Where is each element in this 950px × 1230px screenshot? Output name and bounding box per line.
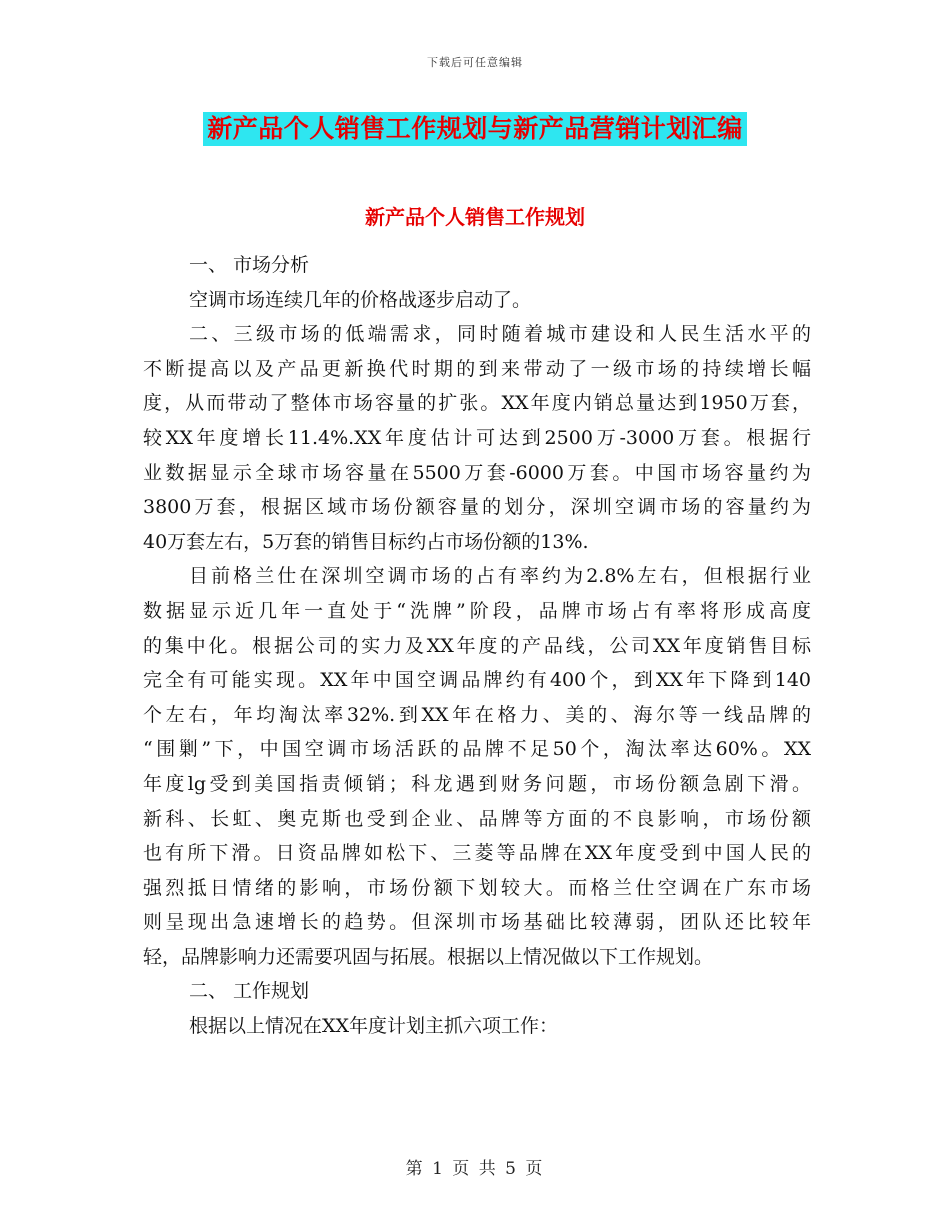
body-line: 目前格兰仕在深圳空调市场的占有率约为2.8%左右，但根据行业: [189, 565, 811, 588]
body-line: 轻，品牌影响力还需要巩固与拓展。根据以上情况做以下工作规划。: [143, 945, 714, 968]
body-line: 二、三级市场的低端需求，同时随着城市建设和人民生活水平的: [189, 323, 811, 346]
body-line: 则呈现出急速增长的趋势。但深圳市场基础比较薄弱，团队还比较年: [143, 911, 811, 934]
main-title-container: [0, 112, 950, 146]
header-note: 下载后可任意编辑: [427, 56, 523, 69]
body-line: 根据以上情况在XX年度计划主抓六项工作：: [189, 1015, 559, 1038]
body-line: 不断提高以及产品更新换代时期的到来带动了一级市场的持续增长幅: [143, 357, 811, 380]
body-line: 空调市场连续几年的价格战逐步启动了。: [189, 288, 532, 311]
body-line: 度，从而带动了整体市场容量的扩张。XX年度内销总量达到1950万套，: [143, 392, 811, 415]
body-line: 3800万套，根据区域市场份额容量的划分，深圳空调市场的容量约为: [143, 496, 811, 519]
body-line: 40万套左右，5万套的销售目标约占市场份额的13%.: [143, 530, 589, 553]
body-line: 较XX年度增长11.4%.XX年度估计可达到2500万-3000万套。根据行: [143, 426, 811, 449]
body-line: 数据显示近几年一直处于“洗牌”阶段，品牌市场占有率将形成高度: [143, 599, 811, 622]
body-line: 年度lg受到美国指责倾销；科龙遇到财务问题，市场份额急剧下滑。: [143, 772, 811, 795]
section-title: 新产品个人销售工作规划: [365, 205, 585, 229]
body-line: 个左右，年均淘汰率32%.到XX年在格力、美的、海尔等一线品牌的: [143, 703, 811, 726]
body-line: 的集中化。根据公司的实力及XX年度的产品线，公司XX年度销售目标: [143, 634, 811, 657]
body-line: 一、 市场分析: [189, 254, 310, 276]
main-title: 新产品个人销售工作规划与新产品营销计划汇编: [203, 112, 747, 146]
body-line: 新科、长虹、奥克斯也受到企业、品牌等方面的不良影响，市场份额: [143, 807, 811, 830]
body-line: 二、 工作规划: [189, 980, 310, 1003]
body-text: [143, 248, 811, 1044]
body-line: 也有所下滑。日资品牌如松下、三菱等品牌在XX年度受到中国人民的: [143, 842, 811, 865]
body-line: “围剿”下，中国空调市场活跃的品牌不足50个，淘汰率达60%。XX: [143, 738, 811, 761]
body-line: 业数据显示全球市场容量在5500万套-6000万套。中国市场容量约为: [143, 461, 811, 484]
body-line: 强烈抵日情绪的影响，市场份额下划较大。而格兰仕空调在广东市场: [143, 876, 811, 899]
body-line: 完全有可能实现。XX年中国空调品牌约有400个，到XX年下降到140: [143, 669, 811, 692]
page-footer: 第 1 页 共 5 页: [405, 1159, 545, 1179]
